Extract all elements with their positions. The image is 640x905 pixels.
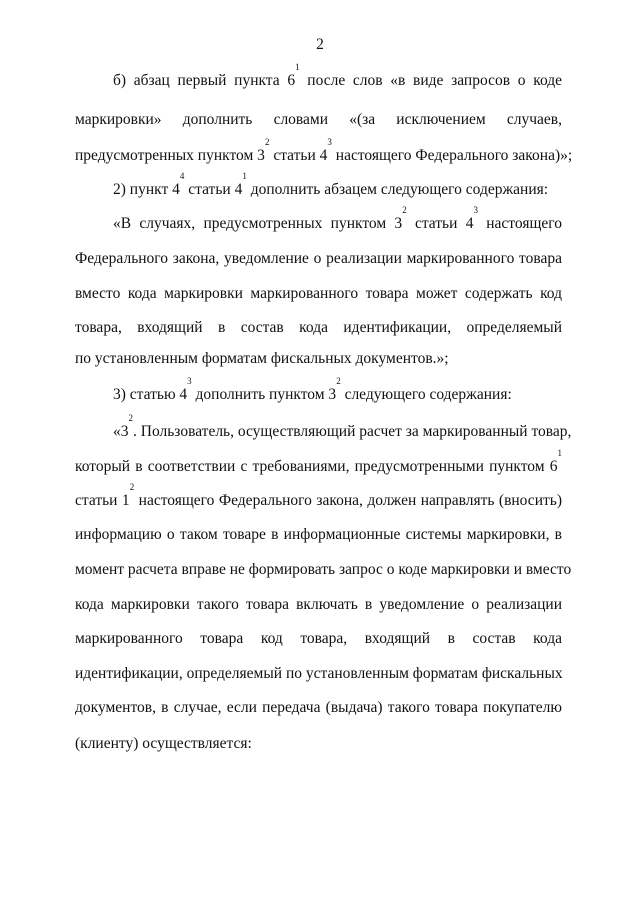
text-line: [75, 250, 562, 268]
text-segment: маркированного товара код товара, входящий в состав кода: [75, 630, 562, 647]
text-line: [113, 62, 563, 90]
text-line: [113, 413, 572, 441]
superscript: 3: [187, 376, 192, 386]
text-segment: Федерального закона, уведомление о реализации маркированного товара: [75, 250, 562, 267]
superscript: 1: [242, 171, 247, 181]
text-line: [75, 137, 573, 165]
text-line: [75, 630, 562, 648]
text-segment: 2) пункт 4: [113, 181, 180, 198]
superscript: 1: [295, 62, 300, 72]
text-segment: предусмотренных пунктом 3: [75, 147, 265, 164]
text-segment: «3: [113, 423, 129, 440]
text-segment: следующего содержания:: [340, 386, 512, 403]
superscript: 2: [402, 205, 407, 215]
superscript: 3: [473, 205, 478, 215]
superscript: 2: [128, 413, 133, 423]
text-line: [75, 285, 562, 303]
text-segment: настоящего: [477, 215, 562, 232]
text-line: [113, 205, 562, 233]
text-line: [75, 699, 562, 717]
text-line: [75, 561, 572, 579]
text-segment: документов, в случае, если передача (выдача) такого товара покупателю: [75, 699, 562, 716]
text-line: [75, 665, 562, 683]
superscript: 2: [129, 482, 135, 492]
text-line: [75, 448, 562, 476]
text-line: [113, 376, 562, 404]
text-line: [113, 171, 562, 199]
text-segment: после слов «в виде запросов о коде: [299, 72, 563, 89]
text-segment: дополнить пунктом 3: [191, 386, 337, 403]
text-segment: статьи 4: [406, 215, 474, 232]
text-segment: статьи 4: [269, 147, 328, 164]
superscript: 2: [336, 376, 341, 386]
text-segment: идентификации, определяемый по установленным форматам фискальных: [75, 665, 563, 682]
text-line: [75, 482, 562, 510]
text-segment: настоящего Федерального закона, должен направлять (вносить): [134, 492, 562, 509]
text-line: [75, 350, 562, 368]
text-segment: настоящего Федерального закона)»;: [331, 147, 573, 164]
text-segment: (клиенту) осуществляется:: [75, 735, 252, 752]
text-segment: дополнить абзацем следующего содержания:: [246, 181, 549, 198]
text-segment: информацию о таком товаре в информационные системы маркировки, в: [75, 526, 562, 543]
superscript: 1: [557, 448, 562, 458]
superscript: 4: [179, 171, 185, 181]
text-segment: кода маркировки такого товара включать в уведомление о реализации: [75, 596, 562, 613]
page-number: 2: [316, 36, 324, 53]
superscript: 3: [327, 137, 332, 147]
text-line: [75, 526, 562, 544]
text-segment: который в соответствии с требованиями, предусмотренными пунктом 6: [75, 458, 558, 475]
text-line: [75, 596, 562, 614]
text-segment: вместо кода маркировки маркированного товара может содержать код: [75, 285, 562, 302]
text-segment: б) абзац первый пункта 6: [113, 72, 296, 89]
text-segment: «В случаях, предусмотренных пунктом 3: [113, 215, 403, 232]
text-segment: товара, входящий в состав кода идентификации, определяемый: [75, 319, 562, 336]
text-segment: по установленным форматам фискальных документов.»;: [75, 350, 449, 367]
text-line: [75, 735, 562, 753]
text-segment: маркировки» дополнить словами «(за исключением случаев,: [75, 111, 562, 128]
superscript: 2: [264, 137, 270, 147]
text-segment: момент расчета вправе не формировать запрос о коде маркировки и вместо: [75, 561, 572, 578]
text-segment: статьи 1: [75, 492, 130, 509]
text-segment: статьи 4: [184, 181, 243, 198]
text-line: [75, 111, 562, 129]
text-segment: . Пользователь, осуществляющий расчет за маркированный товар,: [133, 423, 572, 440]
text-line: [75, 319, 562, 337]
text-segment: 3) статью 4: [113, 386, 188, 403]
